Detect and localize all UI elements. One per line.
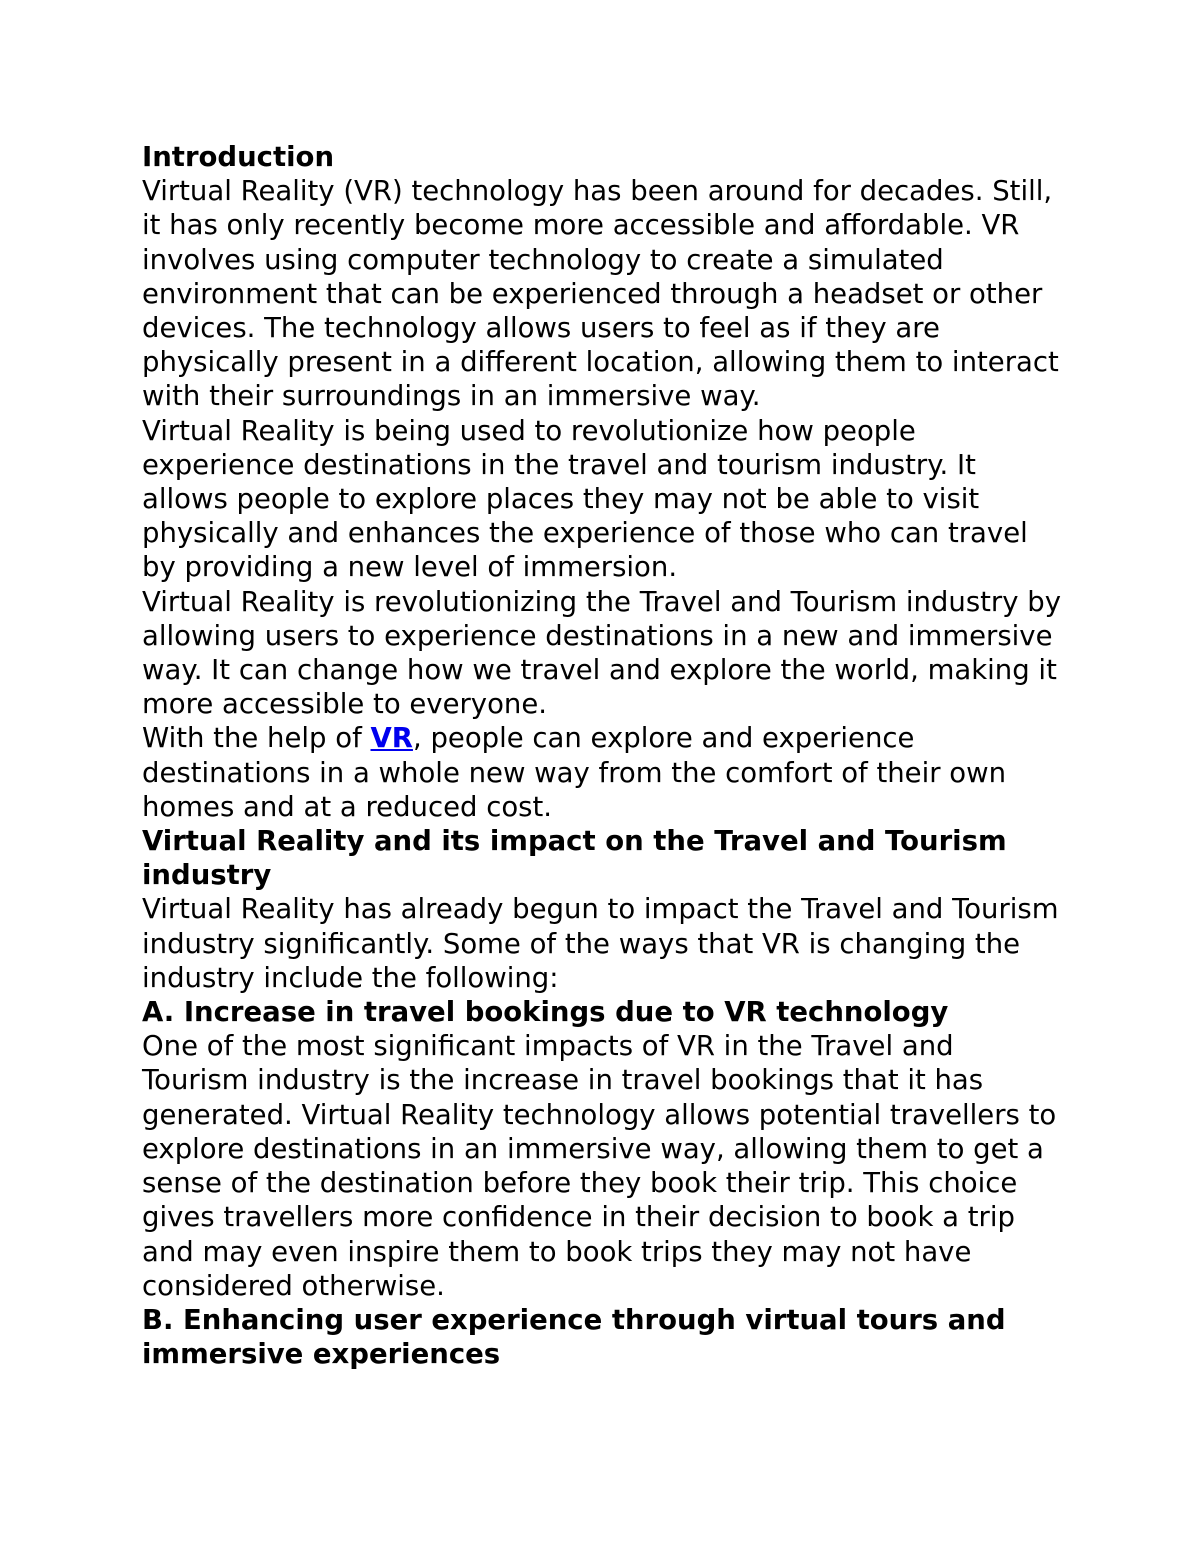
intro-paragraph-1: Virtual Reality (VR) technology has been around for decades. Still, it has only recently become more accessible and affordable. VR involves using computer technology to create a simulated environment that can be experienced through a headset or other devices. The technology allows users to feel as if they are physically present in a different location, allowing them to interact with their surroundings in an immersive way. (142, 175, 1059, 413)
heading-section-b: B. Enhancing user experience through virtual tours and immersive experiences (142, 1303, 1006, 1371)
heading-section-a: A. Increase in travel bookings due to VR technology (142, 996, 949, 1029)
intro-paragraph-4 (142, 721, 1062, 824)
section-a-paragraph: One of the most significant impacts of VR in the Travel and Tourism industry is the increase in travel bookings that it has generated. Virtual Reality technology allows potential travellers to explore destinations in an immersive way, allowing them to get a sense of the destination before they book their trip. This choice gives travellers more confidence in their decision to book a trip and may even inspire them to book trips they may not have considered otherwise. (142, 1030, 1057, 1302)
vr-link[interactable]: VR (370, 722, 413, 755)
intro-paragraph-2: Virtual Reality is being used to revolutionize how people experience destinations in the travel and tourism industry. It allows people to explore places they may not be able to visit physically and enhances the experience of those who can travel by providing a new level of immersion. (142, 414, 1028, 584)
heading-impact: Virtual Reality and its impact on the Travel and Tourism industry (142, 825, 1007, 892)
intro-paragraph-3: Virtual Reality is revolutionizing the Travel and Tourism industry by allowing users to experience destinations in a new and immersive way. It can change how we travel and explore the world, making it more accessible to everyone. (142, 585, 1061, 721)
impact-paragraph: Virtual Reality has already begun to impact the Travel and Tourism industry significantly. Some of the ways that VR is changing the industry include the following: (142, 893, 1059, 994)
intro-paragraph-4-end: , people can explore and experience destinations in a whole new way from the comfort of their own homes and at a reduced cost. (142, 722, 1007, 823)
intro-paragraph-4-start: With the help of (142, 722, 371, 755)
document-body (142, 140, 1062, 1371)
heading-introduction: Introduction (142, 141, 335, 173)
